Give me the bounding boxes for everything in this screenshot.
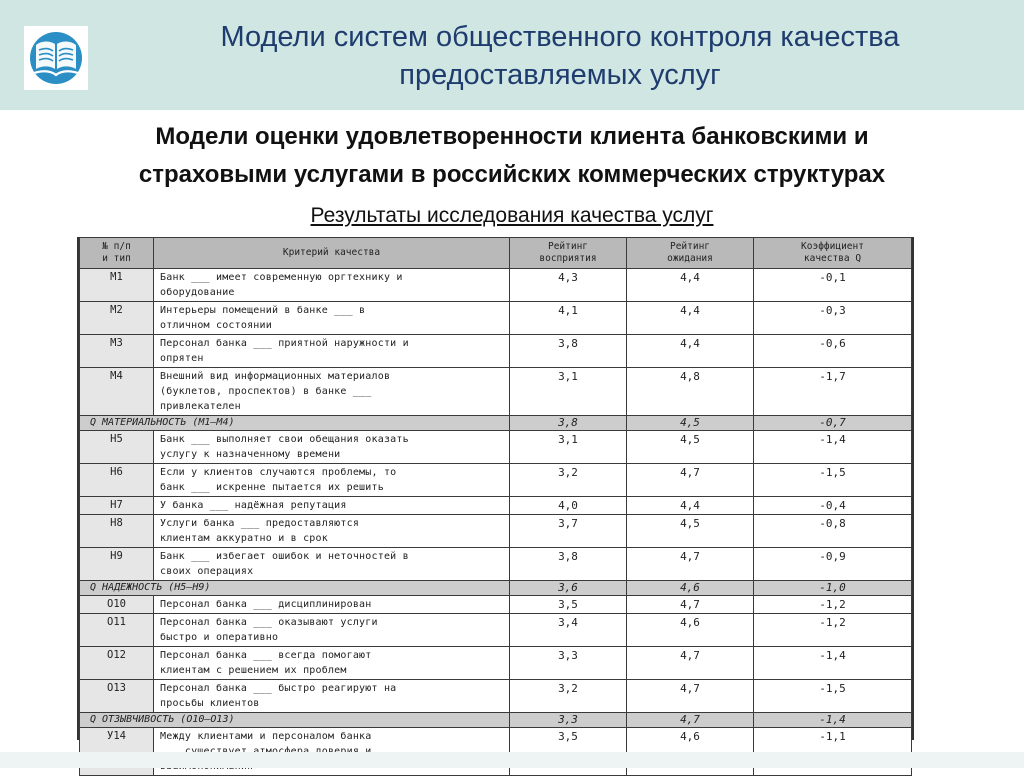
criterion-line: Банк ___ выполняет свои обещания оказать xyxy=(160,434,409,445)
table-row xyxy=(80,647,912,680)
criterion-line: Персонал банка ___ дисциплинирован xyxy=(160,599,372,610)
criterion-line: Услуги банка ___ предоставляются xyxy=(160,518,360,529)
criterion-line: оборудование xyxy=(160,287,235,298)
row-coefficient: -1,5 xyxy=(754,464,912,497)
header-code xyxy=(80,238,154,269)
criterion-line: привлекателен xyxy=(160,401,241,412)
row-perception: 3,1 xyxy=(510,431,627,464)
row-perception: 3,7 xyxy=(510,515,627,548)
row-criterion xyxy=(154,269,510,302)
quality-table xyxy=(79,237,912,776)
table-row xyxy=(80,548,912,581)
table-row xyxy=(80,614,912,647)
row-perception: 4,1 xyxy=(510,302,627,335)
row-coefficient: -0,8 xyxy=(754,515,912,548)
criterion-line: услугу к назначенному времени xyxy=(160,449,341,460)
criterion-line: У банка ___ надёжная репутация xyxy=(160,500,347,511)
slide-title-line-1: Модели систем общественного контроля качества xyxy=(220,21,900,53)
row-code: О12 xyxy=(80,647,154,680)
row-criterion xyxy=(154,515,510,548)
row-code: У14 xyxy=(80,728,154,776)
row-perception: 3,3 xyxy=(510,713,627,728)
row-expectation: 4,8 xyxy=(627,368,754,416)
row-coefficient: -1,1 xyxy=(754,728,912,776)
table-row xyxy=(80,464,912,497)
summary-row xyxy=(80,416,912,431)
table-row xyxy=(80,431,912,464)
criterion-line: Персонал банка ___ всегда помогают xyxy=(160,650,372,661)
slide-title xyxy=(120,18,1000,94)
table-row xyxy=(80,596,912,614)
header-expectation-line-1: Рейтинг xyxy=(669,241,711,252)
row-perception: 3,2 xyxy=(510,464,627,497)
table-row xyxy=(80,497,912,515)
header-expectation xyxy=(627,238,754,269)
row-criterion xyxy=(154,497,510,515)
criterion-line: Персонал банка ___ быстро реагируют на xyxy=(160,683,397,694)
row-perception: 3,3 xyxy=(510,647,627,680)
row-code: Н6 xyxy=(80,464,154,497)
table-row xyxy=(80,515,912,548)
header-coefficient xyxy=(754,238,912,269)
row-code: Н8 xyxy=(80,515,154,548)
row-coefficient: -1,4 xyxy=(754,713,912,728)
row-perception: 3,8 xyxy=(510,416,627,431)
header-code-line-2: и тип xyxy=(102,253,131,264)
row-expectation: 4,5 xyxy=(627,431,754,464)
row-coefficient: -1,2 xyxy=(754,614,912,647)
row-expectation: 4,7 xyxy=(627,680,754,713)
row-code: Н5 xyxy=(80,431,154,464)
criterion-line: клиентам аккуратно и в срок xyxy=(160,533,328,544)
table-row xyxy=(80,269,912,302)
criterion-line: просьбы клиентов xyxy=(160,698,260,709)
table-body xyxy=(80,269,912,776)
row-coefficient: -1,4 xyxy=(754,647,912,680)
section-heading-link[interactable]: Результаты исследования качества услуг xyxy=(310,204,714,227)
row-criterion xyxy=(154,302,510,335)
row-expectation: 4,4 xyxy=(627,335,754,368)
row-coefficient: -1,5 xyxy=(754,680,912,713)
section-heading xyxy=(0,204,1024,228)
row-criterion xyxy=(154,614,510,647)
row-perception: 4,0 xyxy=(510,497,627,515)
header-perception-line-2: восприятия xyxy=(539,253,597,264)
summary-label: Q МАТЕРИАЛЬНОСТЬ (М1—М4) xyxy=(80,416,510,431)
row-perception: 3,6 xyxy=(510,581,627,596)
table-row xyxy=(80,368,912,416)
row-criterion xyxy=(154,596,510,614)
row-code: М3 xyxy=(80,335,154,368)
row-expectation: 4,7 xyxy=(627,548,754,581)
quality-table-container xyxy=(77,237,914,743)
row-coefficient: -1,0 xyxy=(754,581,912,596)
row-coefficient: -0,7 xyxy=(754,416,912,431)
row-expectation: 4,5 xyxy=(627,515,754,548)
row-criterion xyxy=(154,431,510,464)
row-criterion xyxy=(154,647,510,680)
header-coefficient-line-2: качества Q xyxy=(803,253,862,264)
table-header-row xyxy=(80,238,912,269)
row-code: Н7 xyxy=(80,497,154,515)
row-coefficient: -1,7 xyxy=(754,368,912,416)
subtitle-line-1: Модели оценки удовлетворенности клиента банковскими и xyxy=(155,123,869,150)
open-book-emblem-icon xyxy=(24,26,88,90)
row-coefficient: -1,2 xyxy=(754,596,912,614)
row-expectation: 4,6 xyxy=(627,581,754,596)
header-code-line-1: № п/п xyxy=(102,241,131,252)
slide-title-line-2: предоставляемых услуг xyxy=(399,59,721,91)
table-row xyxy=(80,302,912,335)
row-perception: 3,5 xyxy=(510,728,627,776)
criterion-line: Интерьеры помещений в банке ___ в xyxy=(160,305,366,316)
bottom-strip xyxy=(0,752,1024,768)
row-perception: 3,5 xyxy=(510,596,627,614)
row-expectation: 4,4 xyxy=(627,497,754,515)
row-perception: 3,2 xyxy=(510,680,627,713)
criterion-line: своих операциях xyxy=(160,566,254,577)
row-expectation: 4,4 xyxy=(627,269,754,302)
criterion-line: клиентам с решением их проблем xyxy=(160,665,347,676)
row-expectation: 4,7 xyxy=(627,464,754,497)
row-code: О13 xyxy=(80,680,154,713)
row-code: М4 xyxy=(80,368,154,416)
logo xyxy=(24,26,88,90)
row-code: О10 xyxy=(80,596,154,614)
row-coefficient: -0,4 xyxy=(754,497,912,515)
header-coefficient-line-1: Коэффициент xyxy=(801,241,864,252)
header-perception-line-1: Рейтинг xyxy=(547,241,589,252)
row-code: О11 xyxy=(80,614,154,647)
row-code: Н9 xyxy=(80,548,154,581)
summary-label: Q ОТЗЫВЧИВОСТЬ (О10—О13) xyxy=(80,713,510,728)
summary-row xyxy=(80,581,912,596)
summary-row xyxy=(80,713,912,728)
row-criterion xyxy=(154,464,510,497)
criterion-line: Персонал банка ___ оказывают услуги xyxy=(160,617,378,628)
row-expectation: 4,6 xyxy=(627,614,754,647)
header-perception xyxy=(510,238,627,269)
table-row xyxy=(80,335,912,368)
criterion-line: Если у клиентов случаются проблемы, то xyxy=(160,467,397,478)
table-row xyxy=(80,680,912,713)
row-expectation: 4,7 xyxy=(627,647,754,680)
row-perception: 3,4 xyxy=(510,614,627,647)
criterion-line: отличном состоянии xyxy=(160,320,272,331)
header-expectation-line-2: ожидания xyxy=(667,253,713,264)
row-coefficient: -1,4 xyxy=(754,431,912,464)
row-expectation: 4,7 xyxy=(627,596,754,614)
criterion-line: Между клиентами и персоналом банка xyxy=(160,731,372,742)
row-perception: 3,8 xyxy=(510,335,627,368)
row-expectation: 4,6 xyxy=(627,728,754,776)
criterion-line: Банк ___ имеет современную оргтехнику и xyxy=(160,272,403,283)
criterion-line: опрятен xyxy=(160,353,204,364)
criterion-line: банк ___ искренне пытается их решить xyxy=(160,482,384,493)
subtitle-line-2: страховыми услугами в российских коммерческих структурах xyxy=(138,161,886,188)
row-criterion xyxy=(154,368,510,416)
row-expectation: 4,7 xyxy=(627,713,754,728)
row-criterion xyxy=(154,335,510,368)
subtitle xyxy=(0,118,1024,194)
criterion-line: (буклетов, проспектов) в банке ___ xyxy=(160,386,372,397)
criterion-line: быстро и оперативно xyxy=(160,632,279,643)
row-expectation: 4,4 xyxy=(627,302,754,335)
row-expectation: 4,5 xyxy=(627,416,754,431)
row-coefficient: -0,1 xyxy=(754,269,912,302)
row-code: М1 xyxy=(80,269,154,302)
row-criterion xyxy=(154,548,510,581)
summary-label: Q НАДЕЖНОСТЬ (Н5—Н9) xyxy=(80,581,510,596)
row-perception: 3,1 xyxy=(510,368,627,416)
criterion-line: Внешний вид информационных материалов xyxy=(160,371,391,382)
row-coefficient: -0,3 xyxy=(754,302,912,335)
row-perception: 3,8 xyxy=(510,548,627,581)
row-coefficient: -0,9 xyxy=(754,548,912,581)
criterion-line: Банк ___ избегает ошибок и неточностей в xyxy=(160,551,409,562)
header-criterion: Критерий качества xyxy=(154,238,510,269)
row-criterion xyxy=(154,680,510,713)
row-code: М2 xyxy=(80,302,154,335)
row-perception: 4,3 xyxy=(510,269,627,302)
row-coefficient: -0,6 xyxy=(754,335,912,368)
criterion-line: Персонал банка ___ приятной наружности и xyxy=(160,338,409,349)
